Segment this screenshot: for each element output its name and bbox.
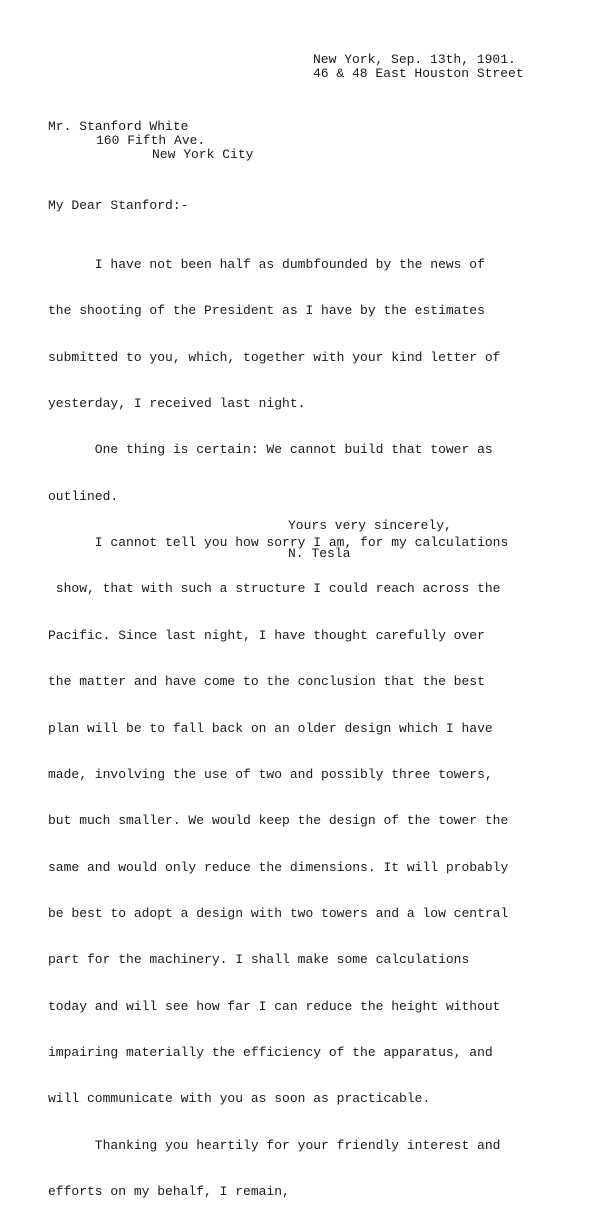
body-line: be best to adopt a design with two towers and a low central [48,905,509,921]
salutation: My Dear Stanford:- [48,198,189,213]
body-line: the shooting of the President as I have by the estimates [48,303,485,319]
letter-date: New York, Sep. 13th, 1901. [313,52,516,67]
letter-body [48,226,588,1215]
body-line: One thing is certain: We cannot build that tower as [48,442,493,458]
sender-address: 46 & 48 East Houston Street [313,66,524,81]
body-line: Pacific. Since last night, I have thought carefully over [48,627,485,643]
recipient-city: New York City [152,147,254,162]
body-line: show, that with such a structure I could reach across the [48,581,501,597]
body-line: outlined. [48,488,119,504]
body-line: part for the machinery. I shall make some calculations [48,952,470,968]
body-line: I have not been half as dumbfounded by the news of [48,256,485,272]
body-line: I cannot tell you how sorry I am, for my calculations [48,535,509,551]
body-line: today and will see how far I can reduce the height without [48,998,501,1014]
body-line: yesterday, I received last night. [48,395,306,411]
body-line: the matter and have come to the conclusion that the best [48,674,485,690]
body-line: same and would only reduce the dimensions. It will probably [48,859,509,875]
body-line: Thanking you heartily for your friendly interest and [48,1137,501,1153]
recipient-street: 160 Fifth Ave. [96,133,206,148]
body-line: plan will be to fall back on an older design which I have [48,720,493,736]
body-line: but much smaller. We would keep the design of the tower the [48,813,509,829]
body-line: made, involving the use of two and possibly three towers, [48,766,493,782]
body-line: will communicate with you as soon as practicable. [48,1091,431,1107]
body-line: submitted to you, which, together with your kind letter of [48,349,501,365]
body-line: efforts on my behalf, I remain, [48,1184,290,1200]
signature: N. Tesla [288,546,351,561]
body-line: impairing materially the efficiency of the apparatus, and [48,1045,493,1061]
recipient-name: Mr. Stanford White [48,119,189,134]
closing: Yours very sincerely, [288,518,452,533]
